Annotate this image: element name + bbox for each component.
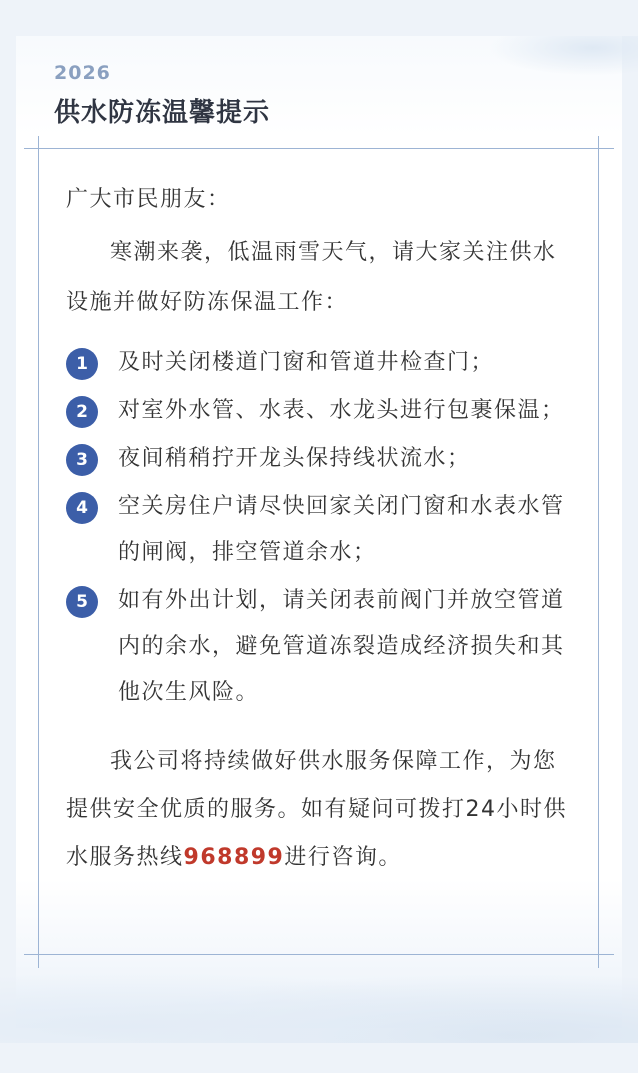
closing-paragraph [66,738,576,882]
list-item [66,484,576,576]
greeting: 广大市民朋友： [66,187,231,212]
frame-line-bottom [24,954,614,955]
number-badge: 5 [66,586,98,618]
tip-text: 及时关闭楼道门窗和管道井检查门； [118,350,495,375]
list-item [66,340,576,386]
list-item [66,388,576,434]
intro-paragraph: 寒潮来袭，低温雨雪天气，请大家关注供水设施并做好防冻保温工作： [66,240,557,315]
tip-text: 空关房住户请尽快回家关闭门窗和水表水管的闸阀，排空管道余水； [118,494,565,565]
snow-decoration-bottom [0,963,638,1043]
page-title: 供水防冻温馨提示 [54,98,271,128]
list-item [66,436,576,482]
tip-text: 对室外水管、水表、水龙头进行包裹保温； [118,398,565,423]
tip-text: 如有外出计划，请关闭表前阀门并放空管道内的余水，避免管道冻裂造成经济损失和其他次生风险。 [118,588,565,705]
hotline-number: 968899 [183,845,285,870]
closing-suffix: 进行咨询。 [284,845,402,870]
snow-decoration-top [488,36,638,76]
tip-text: 夜间稍稍拧开龙头保持线状流水； [118,446,471,471]
year-label: 2026 [54,62,111,84]
notice-content [66,172,576,904]
frame-line-top [24,148,614,149]
number-badge: 4 [66,492,98,524]
number-badge: 2 [66,396,98,428]
frame-line-right [598,136,599,968]
tips-list [66,340,576,716]
closing-text: 我公司将持续做好供水服务保障工作，为您提供安全优质的服务。如有疑问可拨打24小时供水服务热线 [66,749,567,870]
frame-line-left [38,136,39,968]
number-badge: 3 [66,444,98,476]
list-item [66,578,576,716]
number-badge: 1 [66,348,98,380]
